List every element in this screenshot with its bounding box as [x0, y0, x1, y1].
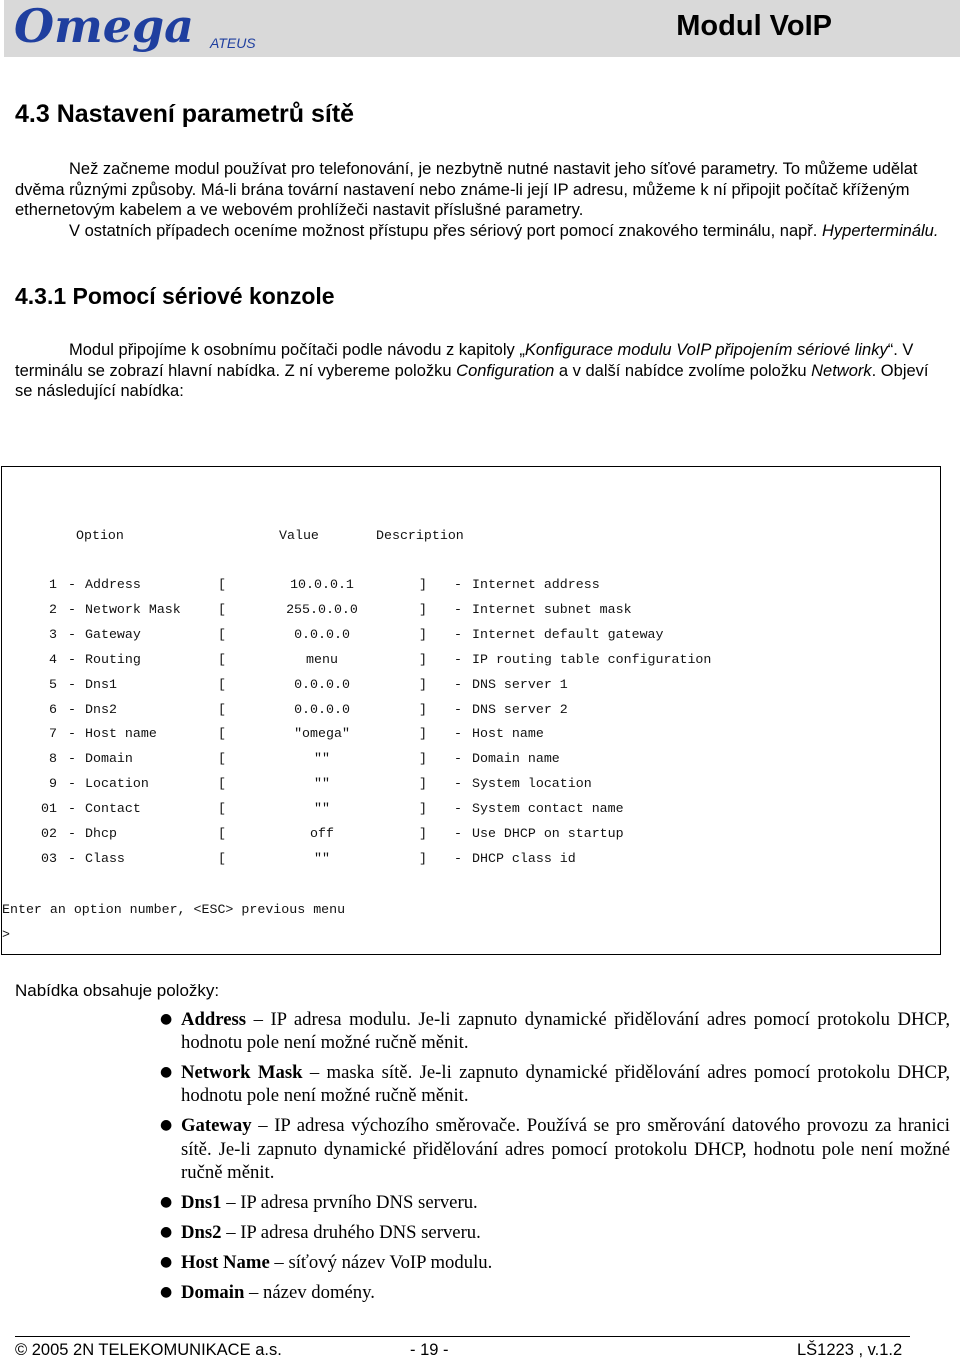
option-value: "": [314, 801, 330, 817]
item-text: – IP adresa modulu. Je-li zapnuto dynamické přidělování adres pomocí protokolu DHCP, hodnotu pole není možné ručně měnit.: [181, 1009, 950, 1054]
option-value: off: [310, 826, 334, 841]
bracket-close: ]: [419, 850, 427, 866]
logo-text: Omega: [14, 2, 194, 53]
bracket-close: ]: [419, 826, 427, 841]
separator-dash: -: [454, 676, 462, 692]
item-term: Domain: [181, 1281, 245, 1303]
terminal-cursor[interactable]: >: [2, 927, 10, 942]
separator-dash: -: [454, 850, 462, 866]
option-number: 5: [41, 676, 57, 692]
separator-dash: -: [454, 626, 462, 642]
separator-dash: -: [68, 826, 76, 841]
option-number: 02: [41, 826, 57, 841]
items-list: [160, 1008, 950, 1311]
bullet-icon: ●: [160, 1011, 173, 1027]
terminal-option-row: [2, 726, 940, 744]
bullet-icon: ●: [160, 1117, 173, 1134]
option-name: Location: [85, 776, 149, 792]
option-description: Host name: [472, 726, 544, 742]
separator-dash: -: [454, 726, 462, 742]
terminal-option-row: [2, 801, 940, 819]
option-description: System contact name: [472, 801, 624, 817]
intro-paragraph: Než začneme modul používat pro telefonování, je nezbytně nutné nastavit jeho síťové parametry. To můžeme udělat dvěma různými způsoby. Má-li brána tovární nastavení nebo známe-li její IP adresu, můžeme k ní připojit počítač kříženým ethernetovým kabelem a ve webovém prohlížeči nastavit příslušné parametry. V ostatních případech oceníme možnost přístupu přes sériový port pomocí znakového terminálu, např. Hyperterminálu.: [15, 160, 939, 241]
option-number: 6: [41, 701, 57, 717]
item-text: – název domény.: [244, 1281, 375, 1303]
bullet-icon: ●: [160, 1283, 173, 1300]
list-item: [160, 1251, 950, 1274]
separator-dash: -: [68, 776, 76, 792]
option-value: 0.0.0.0: [294, 626, 350, 642]
bullet-icon: ●: [160, 1223, 173, 1240]
footer-doc-id: LŠ1223 , v.1.2: [797, 1341, 903, 1359]
separator-dash: -: [454, 701, 462, 717]
item-term: Gateway: [181, 1115, 252, 1137]
list-item: [160, 1191, 950, 1214]
terminal-option-row: [2, 602, 940, 620]
option-name: Dhcp: [85, 826, 117, 841]
list-item: [160, 1281, 950, 1304]
terminal-option-row: [2, 751, 940, 769]
terminal-option-row: [2, 627, 940, 645]
option-number: 3: [41, 626, 57, 642]
list-item: [160, 1114, 950, 1184]
page-header: [4, 0, 960, 57]
bullet-icon: ●: [160, 1064, 173, 1081]
bracket-open: [: [218, 577, 226, 592]
option-value: 255.0.0.0: [286, 601, 358, 617]
separator-dash: -: [68, 701, 76, 717]
option-value: 0.0.0.0: [294, 676, 350, 692]
subsection-heading: 4.3.1 Pomocí sériové konzole: [15, 283, 335, 309]
option-number: 1: [41, 577, 57, 592]
option-description: Internet subnet mask: [472, 601, 632, 617]
bracket-open: [: [218, 626, 226, 642]
option-value: "omega": [294, 726, 350, 742]
separator-dash: -: [68, 577, 76, 592]
option-description: DNS server 1: [472, 676, 568, 692]
option-name: Routing: [85, 651, 141, 667]
list-item: [160, 1061, 950, 1107]
bracket-open: [: [218, 651, 226, 667]
header-description: Description: [376, 528, 464, 543]
separator-dash: -: [454, 651, 462, 667]
bracket-close: ]: [419, 801, 427, 817]
option-name: Host name: [85, 726, 157, 742]
list-item: [160, 1221, 950, 1244]
option-number: 9: [41, 776, 57, 792]
separator-dash: -: [68, 801, 76, 817]
item-term: Dns2: [181, 1221, 222, 1243]
header-title: Modul VoIP: [676, 10, 832, 42]
footer-page-number: - 19 -: [410, 1341, 449, 1359]
item-text: – IP adresa výchozího směrovače. Používá se pro směrování datového provozu za hranici sítě. Je-li zapnuto dynamické přidělování adres pomocí protokolu DHCP, hodnotu pole není možné ručně měnit.: [181, 1115, 950, 1183]
item-term: Network Mask: [181, 1062, 303, 1084]
bracket-close: ]: [419, 701, 427, 717]
subsection-paragraph: Modul připojíme k osobnímu počítači podle návodu z kapitoly „Konfigurace modulu VoIP připojením sériové linky“. V terminálu se zobrazí hlavní nabídka. Z ní vybereme položku Configuration a v další nabídce zvolíme položku Network. Objeví se následující nabídka:: [15, 341, 929, 401]
separator-dash: -: [68, 651, 76, 667]
option-description: System location: [472, 776, 592, 792]
separator-dash: -: [454, 776, 462, 792]
option-number: 2: [41, 601, 57, 617]
separator-dash: -: [454, 601, 462, 617]
option-name: Contact: [85, 801, 141, 817]
option-value: "": [314, 751, 330, 767]
item-term: Address: [181, 1009, 247, 1030]
bracket-close: ]: [419, 651, 427, 667]
option-number: 8: [41, 751, 57, 767]
footer-divider: [15, 1336, 910, 1337]
option-description: DNS server 2: [472, 701, 568, 717]
bracket-close: ]: [419, 726, 427, 742]
bracket-close: ]: [419, 776, 427, 792]
bracket-close: ]: [419, 676, 427, 692]
separator-dash: -: [68, 676, 76, 692]
separator-dash: -: [454, 751, 462, 767]
option-name: Address: [85, 577, 141, 592]
item-text: – síťový název VoIP modulu.: [269, 1251, 493, 1273]
bracket-open: [: [218, 726, 226, 742]
option-name: Dns1: [85, 676, 117, 692]
bracket-open: [: [218, 801, 226, 817]
terminal-header-row: [2, 528, 940, 546]
bracket-close: ]: [419, 577, 427, 592]
items-title: Nabídka obsahuje položky:: [15, 981, 220, 1000]
bracket-open: [: [218, 826, 226, 841]
omega-ateus-logo: [12, 2, 282, 54]
terminal-option-row: [2, 826, 940, 844]
option-description: Internet address: [472, 577, 600, 592]
footer-copyright: © 2005 2N TELEKOMUNIKACE a.s.: [15, 1341, 282, 1359]
bracket-open: [: [218, 601, 226, 617]
bracket-close: ]: [419, 601, 427, 617]
terminal-option-row: [2, 702, 940, 720]
option-number: 4: [41, 651, 57, 667]
separator-dash: -: [454, 801, 462, 817]
section-heading: 4.3 Nastavení parametrů sítě: [15, 100, 355, 128]
option-name: Gateway: [85, 626, 141, 642]
bracket-open: [: [218, 701, 226, 717]
bracket-close: ]: [419, 751, 427, 767]
option-number: 01: [41, 801, 57, 817]
separator-dash: -: [68, 601, 76, 617]
list-item: [160, 1008, 950, 1054]
option-value: menu: [306, 651, 338, 667]
option-description: IP routing table configuration: [472, 651, 712, 667]
option-value: 10.0.0.1: [290, 577, 354, 592]
terminal-prompt: Enter an option number, <ESC> previous menu: [2, 902, 346, 917]
bracket-open: [: [218, 776, 226, 792]
option-description: Internet default gateway: [472, 626, 664, 642]
option-number: 03: [41, 850, 57, 866]
option-description: DHCP class id: [472, 850, 576, 866]
separator-dash: -: [454, 577, 462, 592]
bullet-icon: ●: [160, 1193, 173, 1210]
option-value: 0.0.0.0: [294, 701, 350, 717]
option-description: Domain name: [472, 751, 560, 767]
separator-dash: -: [68, 850, 76, 866]
bullet-icon: ●: [160, 1253, 173, 1270]
terminal-option-row: [2, 776, 940, 794]
separator-dash: -: [68, 626, 76, 642]
option-description: Use DHCP on startup: [472, 826, 624, 841]
terminal-window: [1, 466, 941, 955]
terminal-option-row: [2, 652, 940, 670]
separator-dash: -: [454, 826, 462, 841]
logo-sub: ATEUS: [210, 35, 256, 51]
item-term: Dns1: [181, 1191, 222, 1213]
item-term: Host Name: [181, 1251, 270, 1273]
header-value: Value: [279, 528, 319, 543]
terminal-option-row: [2, 677, 940, 695]
item-text: – IP adresa prvního DNS serveru.: [221, 1191, 478, 1213]
separator-dash: -: [68, 751, 76, 767]
separator-dash: -: [68, 726, 76, 742]
item-text: – maska sítě. Je-li zapnuto dynamické přidělování adres pomocí protokolu DHCP, hodnotu pole není možné ručně měnit.: [181, 1062, 950, 1107]
header-option: Option: [76, 528, 124, 543]
bracket-open: [: [218, 850, 226, 866]
option-number: 7: [41, 726, 57, 742]
option-value: "": [314, 850, 330, 866]
option-value: "": [314, 776, 330, 792]
bracket-open: [: [218, 751, 226, 767]
item-text: – IP adresa druhého DNS serveru.: [221, 1221, 481, 1243]
option-name: Network Mask: [85, 601, 181, 617]
terminal-option-row: [2, 577, 940, 595]
option-name: Dns2: [85, 701, 117, 717]
bracket-open: [: [218, 676, 226, 692]
option-name: Class: [85, 850, 125, 866]
bracket-close: ]: [419, 626, 427, 642]
option-name: Domain: [85, 751, 133, 767]
terminal-option-row: [2, 851, 940, 869]
